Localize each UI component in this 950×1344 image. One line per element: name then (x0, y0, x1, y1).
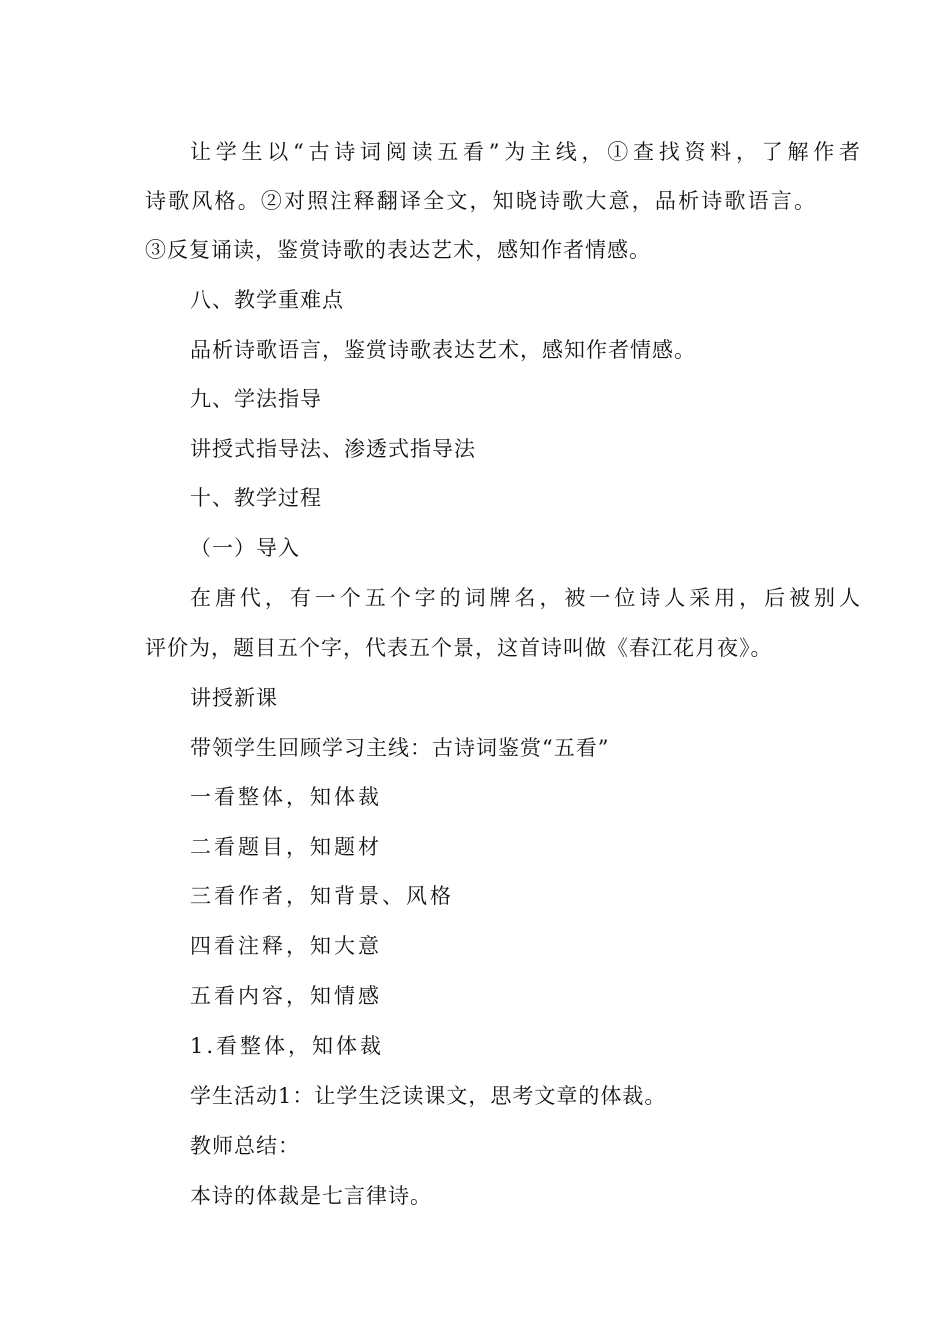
five-look-item-1: 一看整体，知体裁 (190, 785, 382, 809)
student-activity-1: 学生活动1：让学生泛读课文，思考文章的体裁。 (190, 1084, 667, 1108)
five-look-item-2: 二看题目，知题材 (190, 835, 382, 859)
paragraph-line-2: 诗歌风格。②对照注释翻译全文，知晓诗歌大意，品析诗歌语言。 (145, 189, 815, 213)
paragraph-line-1: 让学生以“古诗词阅读五看”为主线，①查找资料，了解作者 (190, 140, 860, 164)
five-look-item-3: 三看作者，知背景、风格 (190, 884, 454, 908)
new-lesson-heading: 讲授新课 (190, 686, 278, 710)
intro-line-2: 评价为，题目五个字，代表五个景，这首诗叫做《春江花月夜》。 (145, 636, 773, 660)
section-heading-8: 八、教学重难点 (190, 288, 344, 312)
subsection-heading-intro: （一）导入 (190, 536, 300, 560)
teacher-summary-content: 本诗的体裁是七言律诗。 (190, 1184, 432, 1208)
section-content-9: 讲授式指导法、渗透式指导法 (190, 437, 476, 461)
section-heading-9: 九、学法指导 (190, 387, 322, 411)
step-1-heading: 1.看整体，知体裁 (190, 1034, 385, 1058)
review-mainline: 带领学生回顾学习主线：古诗词鉴赏“五看” (190, 736, 610, 760)
paragraph-line-3: ③反复诵读，鉴赏诗歌的表达艺术，感知作者情感。 (145, 238, 651, 262)
section-content-8: 品析诗歌语言，鉴赏诗歌表达艺术，感知作者情感。 (190, 338, 696, 362)
five-look-item-5: 五看内容，知情感 (190, 984, 382, 1008)
five-look-item-4: 四看注释，知大意 (190, 934, 382, 958)
intro-line-1: 在唐代，有一个五个字的词牌名，被一位诗人采用，后被别人 (190, 586, 860, 610)
section-heading-10: 十、教学过程 (190, 486, 322, 510)
teacher-summary-label: 教师总结： (190, 1134, 300, 1158)
